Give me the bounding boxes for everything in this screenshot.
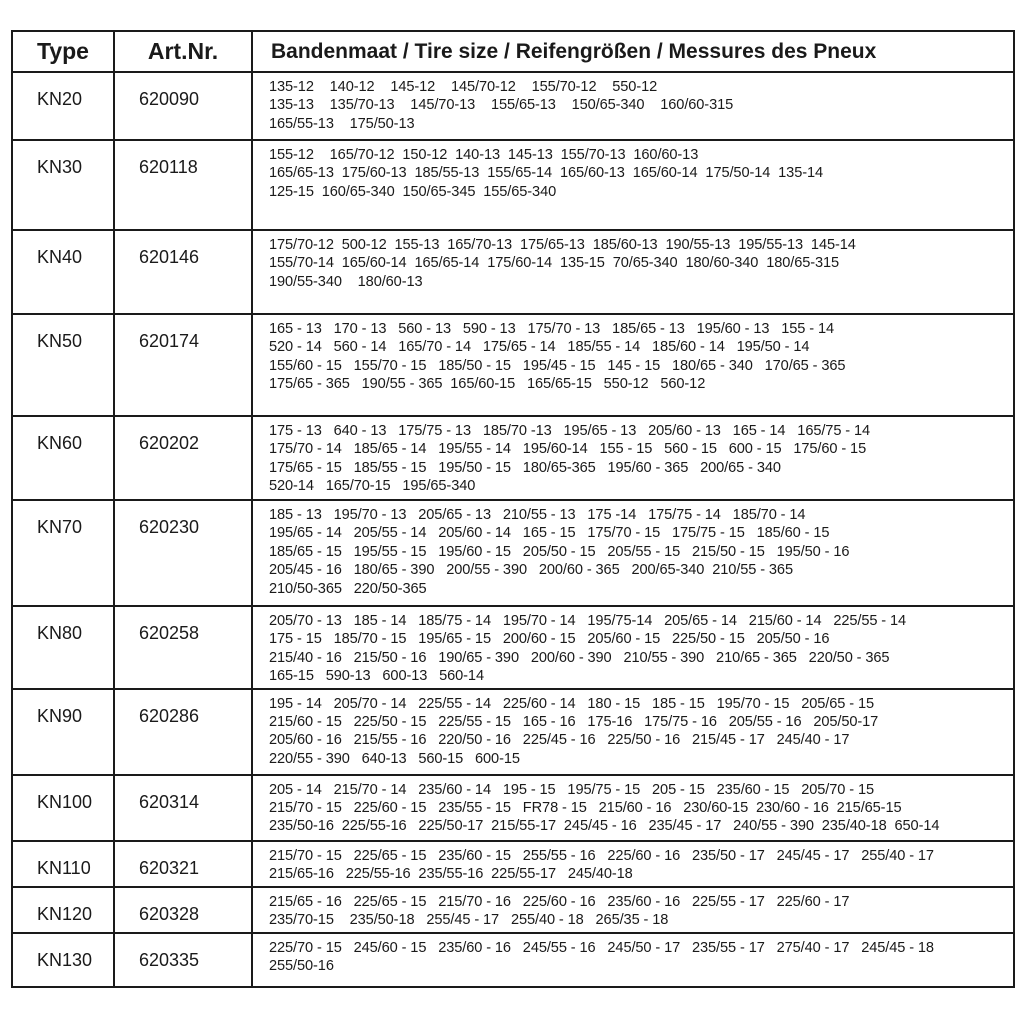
cell-art-nr: 620314 [114,775,252,841]
tire-size-line: 215/60 - 15 225/50 - 15 225/55 - 15 165 - 16 175-16 175/75 - 16 205/55 - 16 205/50-17 [269,714,879,731]
table-row [12,416,1014,500]
tire-size-line: 520-14 165/70-15 195/65-340 [269,478,476,495]
table-row [12,314,1014,416]
table-row [12,841,1014,887]
cell-art-nr: 620202 [114,416,252,500]
cell-type: KN110 [12,841,114,887]
cell-art-nr: 620335 [114,933,252,987]
cell-art-nr: 620230 [114,500,252,606]
cell-art-nr: 620174 [114,314,252,416]
tire-size-line: 215/70 - 15 225/60 - 15 235/55 - 15 FR78 - 15 215/60 - 16 230/60-15 230/60 - 16 215/65-15 [269,800,902,817]
tire-size-line: 215/65-16 225/55-16 235/55-16 225/55-17 245/40-18 [269,866,633,883]
cell-type: KN130 [12,933,114,987]
tire-size-line: 165 - 13 170 - 13 560 - 13 590 - 13 175/70 - 13 185/65 - 13 195/60 - 13 155 - 14 [269,321,835,337]
cell-art-nr: 620328 [114,887,252,933]
header-art-nr: Art.Nr. [114,31,252,72]
tire-size-line: 175/65 - 365 190/55 - 365 165/60-15 165/65-15 550-12 560-12 [269,376,706,393]
cell-tire-sizes [252,230,1014,314]
table-row [12,230,1014,314]
header-type: Type [12,31,114,72]
tire-size-line: 175 - 13 640 - 13 175/75 - 13 185/70 -13 195/65 - 13 205/60 - 13 165 - 14 165/75 - 14 [269,423,871,439]
tire-size-line: 165/55-13 175/50-13 [269,115,415,132]
cell-type: KN120 [12,887,114,933]
tire-size-line: 175/65 - 15 185/55 - 15 195/50 - 15 180/65-365 195/60 - 365 200/65 - 340 [269,459,781,476]
table-row [12,775,1014,841]
cell-art-nr: 620118 [114,140,252,230]
cell-tire-sizes [252,689,1014,775]
cell-art-nr: 620286 [114,689,252,775]
tire-size-line: 235/50-16 225/55-16 225/50-17 215/55-17 245/45 - 16 235/45 - 17 240/55 - 390 235/40-18 650-14 [269,818,940,835]
tire-size-line: 135-12 140-12 145-12 145/70-12 155/70-12 550-12 [269,79,658,95]
tire-size-line: 205/45 - 16 180/65 - 390 200/55 - 390 200/60 - 365 200/65-340 210/55 - 365 [269,562,793,579]
tire-size-line: 220/55 - 390 640-13 560-15 600-15 [269,750,520,767]
tire-size-table [11,30,1015,988]
cell-tire-sizes [252,314,1014,416]
cell-tire-sizes [252,887,1014,933]
cell-type: KN40 [12,230,114,314]
tire-size-line: 155/70-14 165/60-14 165/65-14 175/60-14 135-15 70/65-340 180/60-340 180/65-315 [269,255,840,272]
tire-size-line: 185 - 13 195/70 - 13 205/65 - 13 210/55 - 13 175 -14 175/75 - 14 185/70 - 14 [269,507,806,523]
cell-tire-sizes [252,933,1014,987]
cell-art-nr: 620090 [114,72,252,140]
header-tire-size: Bandenmaat / Tire size / Reifengrößen / Messures des Pneux [252,31,1014,72]
cell-tire-sizes [252,775,1014,841]
tire-size-line: 225/70 - 15 245/60 - 15 235/60 - 16 245/55 - 16 245/50 - 17 235/55 - 17 275/40 - 17 245/45 - 18 [269,939,934,956]
cell-tire-sizes [252,416,1014,500]
cell-art-nr: 620258 [114,606,252,689]
cell-type: KN70 [12,500,114,606]
table-row [12,606,1014,689]
tire-size-line: 175 - 15 185/70 - 15 195/65 - 15 200/60 - 15 205/60 - 15 225/50 - 15 205/50 - 16 [269,631,830,648]
tire-size-line: 165-15 590-13 600-13 560-14 [269,668,484,685]
cell-type: KN100 [12,775,114,841]
table-row [12,887,1014,933]
cell-type: KN60 [12,416,114,500]
tire-size-line: 175/70 - 14 185/65 - 14 195/55 - 14 195/60-14 155 - 15 560 - 15 600 - 15 175/60 - 15 [269,441,867,458]
table-row [12,689,1014,775]
cell-type: KN90 [12,689,114,775]
tire-size-line: 165/65-13 175/60-13 185/55-13 155/65-14 165/60-13 165/60-14 175/50-14 135-14 [269,165,824,182]
tire-size-line: 520 - 14 560 - 14 165/70 - 14 175/65 - 14 185/55 - 14 185/60 - 14 195/50 - 14 [269,339,810,356]
table-row [12,140,1014,230]
cell-tire-sizes [252,500,1014,606]
tire-size-line: 155-12 165/70-12 150-12 140-13 145-13 155/70-13 160/60-13 [269,147,699,163]
table-row [12,933,1014,987]
cell-tire-sizes [252,841,1014,887]
cell-tire-sizes [252,140,1014,230]
table-row [12,72,1014,140]
table-row [12,500,1014,606]
tire-size-line: 185/65 - 15 195/55 - 15 195/60 - 15 205/50 - 15 205/55 - 15 215/50 - 15 195/50 - 16 [269,543,850,560]
tire-size-line: 195 - 14 205/70 - 14 225/55 - 14 225/60 - 14 180 - 15 185 - 15 195/70 - 15 205/65 - 15 [269,695,874,712]
cell-type: KN80 [12,606,114,689]
tire-size-line: 215/70 - 15 225/65 - 15 235/60 - 15 255/55 - 16 225/60 - 16 235/50 - 17 245/45 - 17 255/40 - 17 [269,847,934,864]
tire-size-line: 215/65 - 16 225/65 - 15 215/70 - 16 225/60 - 16 235/60 - 16 225/55 - 17 225/60 - 17 [269,893,850,910]
tire-size-line: 205/60 - 16 215/55 - 16 220/50 - 16 225/45 - 16 225/50 - 16 215/45 - 17 245/40 - 17 [269,732,850,749]
tire-size-line: 175/70-12 500-12 155-13 165/70-13 175/65-13 185/60-13 190/55-13 195/55-13 145-14 [269,237,856,253]
tire-size-line: 195/65 - 14 205/55 - 14 205/60 - 14 165 - 15 175/70 - 15 175/75 - 15 185/60 - 15 [269,525,830,542]
tire-size-line: 215/40 - 16 215/50 - 16 190/65 - 390 200/60 - 390 210/55 - 390 210/65 - 365 220/50 - 365 [269,649,890,666]
tire-size-line: 190/55-340 180/60-13 [269,273,423,290]
cell-art-nr: 620321 [114,841,252,887]
cell-type: KN30 [12,140,114,230]
tire-size-line: 210/50-365 220/50-365 [269,580,427,597]
header-row [12,31,1014,72]
tire-size-line: 205 - 14 215/70 - 14 235/60 - 14 195 - 15 195/75 - 15 205 - 15 235/60 - 15 205/70 - 15 [269,781,874,798]
cell-type: KN50 [12,314,114,416]
tire-size-line: 135-13 135/70-13 145/70-13 155/65-13 150/65-340 160/60-315 [269,97,734,114]
cell-tire-sizes [252,606,1014,689]
tire-size-line: 255/50-16 [269,958,334,975]
cell-tire-sizes [252,72,1014,140]
cell-type: KN20 [12,72,114,140]
cell-art-nr: 620146 [114,230,252,314]
tire-size-line: 235/70-15 235/50-18 255/45 - 17 255/40 - 18 265/35 - 18 [269,912,669,929]
tire-size-line: 125-15 160/65-340 150/65-345 155/65-340 [269,183,557,200]
tire-size-line: 155/60 - 15 155/70 - 15 185/50 - 15 195/45 - 15 145 - 15 180/65 - 340 170/65 - 365 [269,357,846,374]
tire-size-line: 205/70 - 13 185 - 14 185/75 - 14 195/70 - 14 195/75-14 205/65 - 14 215/60 - 14 225/55 - 14 [269,613,907,629]
